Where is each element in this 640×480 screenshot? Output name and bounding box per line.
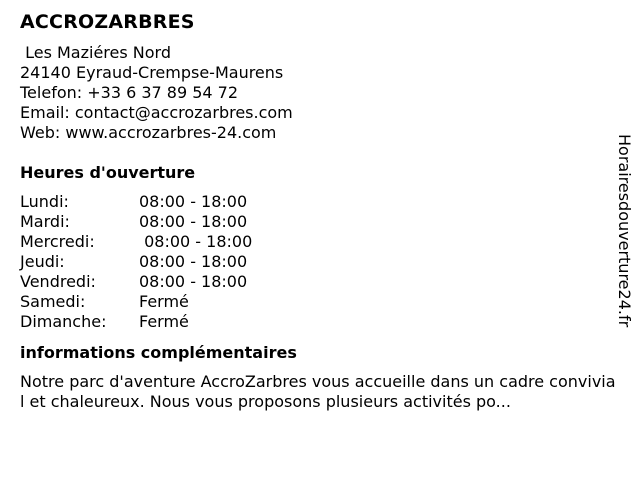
address-city: 24140 Eyraud-Crempse-Maurens — [20, 63, 284, 82]
hours-heading: Heures d'ouverture — [20, 163, 196, 182]
time-value: 08:00 - 18:00 — [139, 212, 248, 231]
opening-hours-table — [20, 192, 616, 332]
info-heading: informations complémentaires — [20, 343, 297, 362]
day-label: Vendredi: — [20, 272, 96, 291]
hours-row-tuesday — [20, 212, 616, 232]
day-label: Samedi: — [20, 292, 86, 311]
hours-row-monday — [20, 192, 616, 212]
site-watermark: Horairesdouverture24.fr — [615, 134, 634, 328]
time-value: 08:00 - 18:00 — [139, 232, 253, 251]
web-line: Web: www.accrozarbres-24.com — [20, 123, 277, 142]
business-name: ACCROZARBRES — [20, 11, 195, 33]
address-street: Les Maziéres Nord — [20, 43, 171, 62]
time-value: Fermé — [139, 292, 189, 311]
day-label: Mercredi: — [20, 232, 95, 251]
time-value: 08:00 - 18:00 — [139, 272, 248, 291]
business-description: Notre parc d'aventure AccroZarbres vous accueille dans un cadre convivial et chaleureux. Nous vous proposons plusieurs activités po... — [20, 372, 616, 411]
hours-row-friday — [20, 272, 616, 292]
day-label: Mardi: — [20, 212, 70, 231]
day-label: Jeudi: — [20, 252, 65, 271]
business-card — [20, 10, 616, 412]
hours-row-thursday — [20, 252, 616, 272]
time-value: Fermé — [139, 312, 189, 331]
hours-row-wednesday — [20, 232, 616, 252]
phone-line: Telefon: +33 6 37 89 54 72 — [20, 83, 239, 102]
time-value: 08:00 - 18:00 — [139, 252, 248, 271]
hours-row-saturday — [20, 292, 616, 312]
email-line: Email: contact@accrozarbres.com — [20, 103, 293, 122]
time-value: 08:00 - 18:00 — [139, 192, 248, 211]
day-label: Lundi: — [20, 192, 69, 211]
hours-row-sunday — [20, 312, 616, 332]
day-label: Dimanche: — [20, 312, 107, 331]
contact-block — [20, 43, 616, 143]
